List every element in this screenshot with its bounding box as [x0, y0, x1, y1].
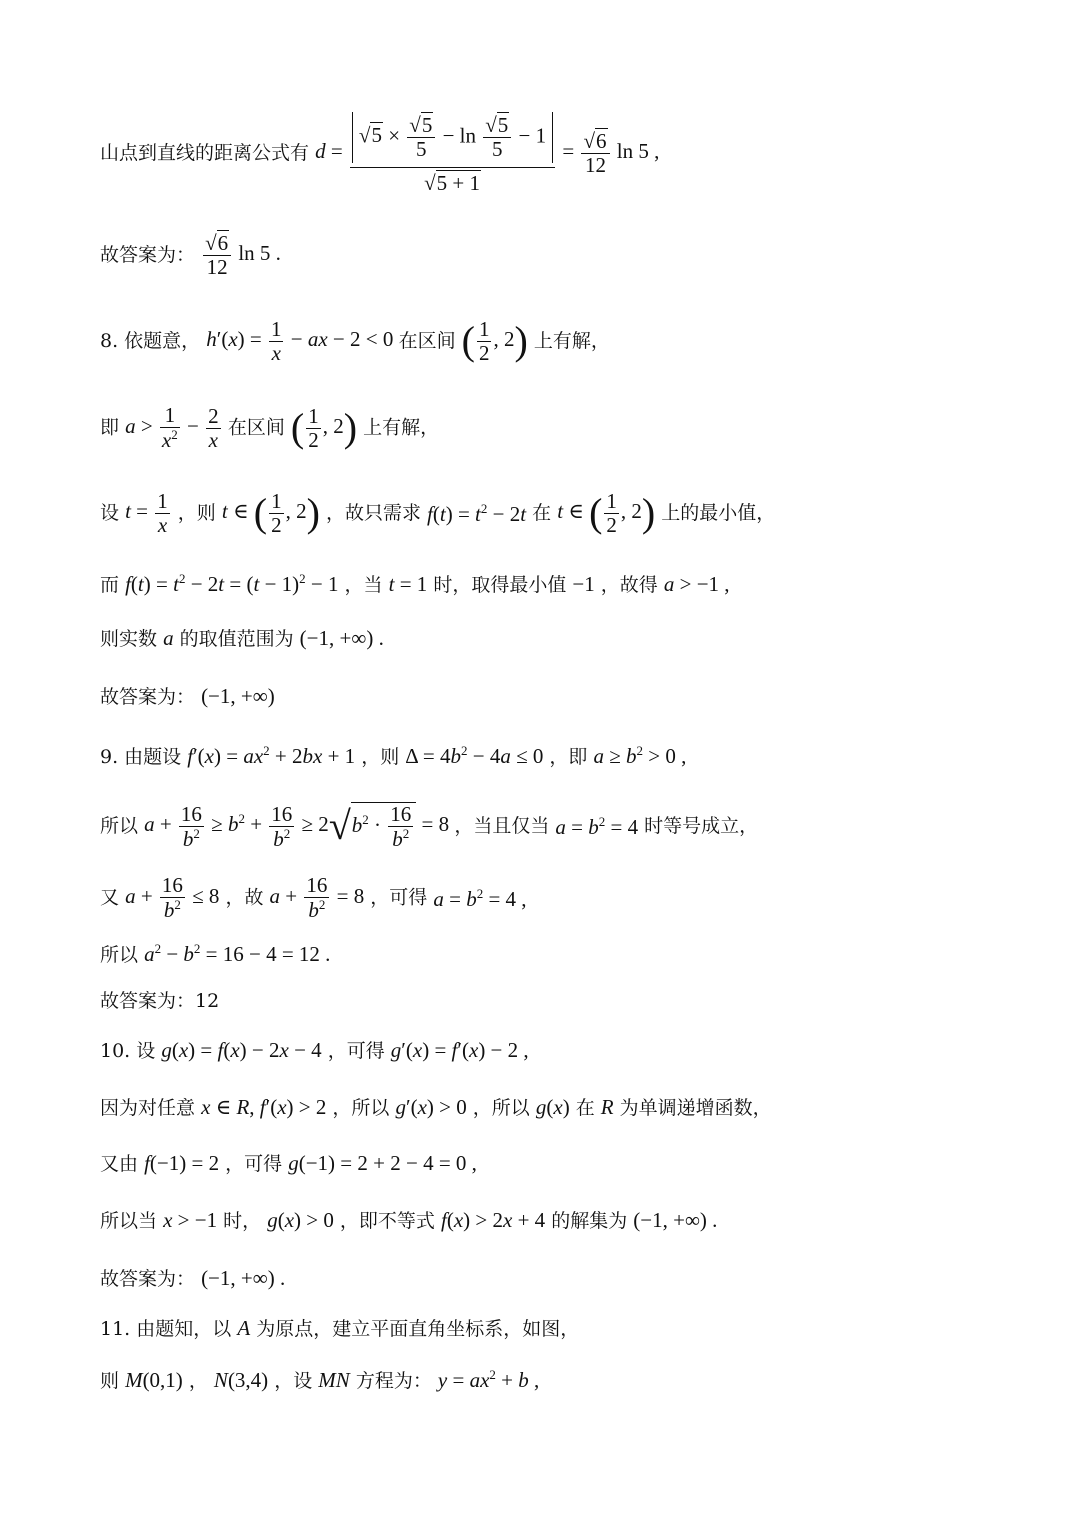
- text: 所以: [100, 815, 139, 838]
- line-answer-1: [100, 232, 281, 279]
- text: 11. 由题知，以: [100, 1318, 232, 1340]
- math-formula: t ∈ ( $\frac{1}{2}$ , 2): [221, 489, 320, 538]
- math-formula: MN: [318, 1368, 350, 1392]
- line-10-4: [100, 1210, 717, 1231]
- text: 9. 由题设: [100, 746, 182, 768]
- math-formula: g′(x) > 0: [395, 1095, 467, 1119]
- math-formula: g(x) > 0: [267, 1208, 334, 1232]
- text: 山点到直线的距离公式有: [100, 142, 310, 165]
- line-11-1: [100, 1318, 579, 1339]
- math-formula: t = 1: [388, 572, 428, 596]
- math-formula: $f(t) = t^2 - 2t$: [427, 501, 527, 527]
- text: ，故得: [600, 574, 658, 596]
- text: ，当: [344, 574, 383, 596]
- line-9-4: [100, 942, 330, 965]
- line-8-5: [100, 628, 384, 649]
- line-8-2: [100, 404, 439, 452]
- text: 在区间: [398, 330, 456, 353]
- text: ，则: [177, 502, 216, 525]
- text: 而: [100, 574, 120, 596]
- math-formula: a > −1 ,: [663, 572, 730, 596]
- math-formula: −1: [572, 572, 595, 596]
- line-distance-formula: [100, 112, 659, 195]
- text: 故答案为：: [100, 244, 196, 267]
- math-formula: a + $\frac{16}{b^2}$ = 8: [269, 873, 365, 923]
- text: 10. 设: [100, 1040, 156, 1062]
- math-formula: $\frac{√6}{12}$ ln 5 .: [205, 231, 281, 280]
- text: ，可得: [370, 886, 428, 909]
- math-formula: $f(t) = t^2 - 2t = (t - 1)^2 - 1$: [125, 571, 339, 596]
- math-formula: $\Delta = 4b^2 - 4a \le 0$: [405, 743, 544, 768]
- math-formula: (−1, +∞) .: [299, 626, 384, 650]
- text: 故答案为：: [100, 686, 196, 708]
- math-formula: (−1, +∞) .: [201, 1266, 286, 1290]
- text: ，故: [225, 886, 264, 909]
- text: 上有解，: [533, 330, 610, 353]
- math-formula: a + $\frac{16}{b^2}$ ≤ 8: [125, 873, 220, 923]
- math-formula: t ∈ ( $\frac{1}{2}$ , 2): [557, 489, 656, 538]
- line-answer-4: [100, 1268, 285, 1289]
- math-formula: a + $\frac{16}{b^2}$ ≥ $b^2$ + $\frac{16}{b^2}$ ≥ $2√b^2$ · $\frac{16}{b^2}$ = 8: [144, 801, 455, 852]
- math-formula: h′(x) = $\frac{1}{x}$ − ax − 2 < 0: [206, 317, 399, 366]
- math-formula: M(0,1): [125, 1368, 183, 1392]
- text: 时，: [223, 1210, 262, 1232]
- math-formula: $a^2 - b^2 = 16 - 4 = 12$ .: [144, 941, 331, 966]
- math-formula: a: [163, 626, 174, 650]
- text: 为原点，建立平面直角坐标系，如图，: [256, 1318, 580, 1340]
- text: 因为对任意: [100, 1097, 196, 1119]
- math-formula: g′(x) = f′(x) − 2 ,: [390, 1038, 529, 1062]
- text: 所以当: [100, 1210, 158, 1232]
- line-9-2: [100, 802, 758, 851]
- text: ，当且仅当: [454, 815, 550, 838]
- math-formula: $a \ge b^2 > 0$ ,: [593, 743, 687, 768]
- text: 在: [532, 502, 552, 525]
- line-8-1: [100, 318, 610, 365]
- text: 又: [100, 886, 120, 909]
- math-formula: d = √5 × $\frac{√5}{5}$ − ln $\frac{√5}{5}$ − 1 √5 + 1 = $\frac{√6}{12}$ ln 5 ,: [315, 113, 660, 196]
- text: ，可得: [327, 1040, 385, 1062]
- text: 上有解，: [363, 416, 440, 439]
- line-9-1: [100, 744, 686, 767]
- text: ，即: [549, 746, 588, 768]
- text: ，则: [361, 746, 400, 768]
- text: ，: [188, 1370, 208, 1392]
- line-10-2: [100, 1097, 772, 1118]
- math-formula: f(−1) = 2: [144, 1151, 220, 1175]
- text: 则实数: [100, 628, 158, 650]
- math-formula: g(−1) = 2 + 2 − 4 = 0 ,: [288, 1151, 477, 1175]
- math-formula: a > $\frac{1}{x^2}$ − $\frac{2}{x}$: [125, 403, 219, 453]
- text: 时等号成立，: [644, 815, 759, 838]
- math-formula: $a = b^2 = 4$: [555, 814, 639, 840]
- text: 方程为：: [355, 1370, 432, 1392]
- line-10-1: [100, 1040, 529, 1061]
- math-formula: x ∈ R, f′(x) > 2: [201, 1095, 327, 1119]
- text: 为单调递增函数，: [619, 1097, 772, 1119]
- line-8-4: [100, 572, 730, 595]
- text: ，故只需求: [325, 502, 421, 525]
- math-formula: $y = ax^2 + b$ ,: [437, 1367, 540, 1392]
- text: 在区间: [227, 416, 285, 439]
- text: 时，取得最小值: [433, 574, 567, 596]
- line-8-3: [100, 490, 775, 537]
- math-formula: (−1, +∞): [201, 684, 275, 708]
- text: 故答案为：: [100, 1268, 196, 1290]
- text: 的解集为: [551, 1210, 628, 1232]
- math-formula: N(3,4): [213, 1368, 269, 1392]
- text: 在: [575, 1097, 595, 1119]
- line-answer-2: [100, 686, 275, 707]
- math-formula: (−1, +∞) .: [633, 1208, 718, 1232]
- line-10-3: [100, 1153, 477, 1174]
- text: 的取值范围为: [179, 628, 294, 650]
- line-9-3: [100, 874, 527, 922]
- line-answer-3: [100, 992, 219, 1011]
- math-formula: R: [600, 1095, 614, 1119]
- math-formula: $a = b^2 = 4$ ,: [433, 885, 527, 911]
- text: 又由: [100, 1153, 139, 1175]
- text: 设: [100, 502, 120, 525]
- line-11-2: [100, 1368, 539, 1391]
- text: ，所以: [332, 1097, 390, 1119]
- math-formula: t = $\frac{1}{x}$: [125, 489, 168, 538]
- math-formula: x > −1: [163, 1208, 218, 1232]
- math-interval: ( $\frac{1}{2}$ , 2): [290, 403, 358, 452]
- text: ，所以: [472, 1097, 530, 1119]
- text: ，可得: [225, 1153, 283, 1175]
- math-formula: g(x) = f(x) − 2x − 4: [161, 1038, 322, 1062]
- text: 8. 依题意，: [100, 330, 201, 353]
- text: ，设: [274, 1370, 313, 1392]
- text: 上的最小值，: [661, 502, 776, 525]
- text: 即: [100, 416, 120, 439]
- text: 则: [100, 1370, 120, 1392]
- math-formula: A: [237, 1316, 251, 1340]
- math-formula: f(x) > 2x + 4: [440, 1208, 546, 1232]
- math-interval: ( $\frac{1}{2}$ , 2): [461, 317, 528, 366]
- text: 所以: [100, 944, 139, 966]
- math-formula: $f'(x) = ax^2 + 2bx + 1$: [187, 743, 356, 768]
- text: 故答案为：12: [100, 990, 220, 1012]
- math-formula: g(x): [535, 1095, 570, 1119]
- text: ，即不等式: [339, 1210, 435, 1232]
